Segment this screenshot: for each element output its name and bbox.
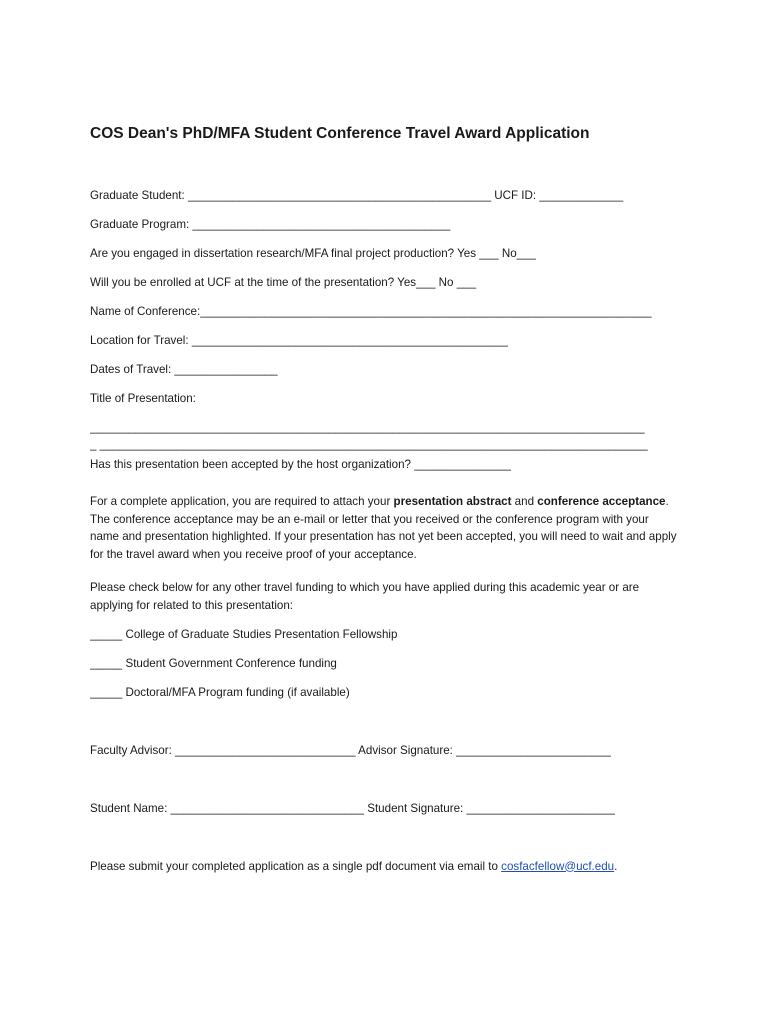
advisor-signature-line[interactable]: Faculty Advisor: ____________________________ Advisor Signature: ________________________: [90, 743, 611, 757]
enrolled-question[interactable]: Will you be enrolled at UCF at the time of the presentation? Yes___ No ___: [90, 276, 477, 289]
presentation-title-line-1[interactable]: ______________________________________________________________________________________: [90, 421, 645, 434]
submission-end: .: [614, 859, 618, 873]
travel-dates-field[interactable]: Dates of Travel: ________________: [90, 363, 278, 376]
graduate-program-field[interactable]: Graduate Program: ________________________________________: [90, 218, 451, 231]
accepted-question[interactable]: Has this presentation been accepted by the host organization? _______________: [90, 458, 511, 471]
presentation-title-line-2[interactable]: _ _____________________________________________________________________________________: [90, 438, 648, 451]
presentation-abstract-emphasis: presentation abstract: [393, 495, 512, 508]
instructions-text-1: For a complete application, you are required to attach your: [90, 495, 394, 508]
submission-email-link[interactable]: cosfacfellow@ucf.edu: [501, 859, 615, 873]
conference-acceptance-emphasis: conference acceptance: [537, 495, 666, 508]
funding-option-program[interactable]: _____ Doctoral/MFA Program funding (if available): [90, 685, 350, 699]
conference-name-field[interactable]: Name of Conference:______________________________________________________________________: [90, 305, 652, 318]
funding-option-graduate-studies[interactable]: _____ College of Graduate Studies Presentation Fellowship: [90, 627, 398, 641]
instructions-text-3: . The conference acceptance may be an e-mail or letter that you received or the conference program with your name and presentation highlighted. If your presentation has not yet been accepted, you will need to wait and apply for the travel award when you receive proof of your acceptance.: [90, 495, 677, 561]
form-title: COS Dean's PhD/MFA Student Conference Travel Award Application: [90, 125, 590, 142]
graduate-student-field[interactable]: Graduate Student: _______________________________________________ UCF ID: _____________: [90, 189, 624, 202]
instructions-text-2: and: [511, 495, 538, 508]
submission-text: Please submit your completed application as a single pdf document via email to: [90, 859, 502, 873]
attachment-instructions: [90, 493, 680, 563]
form-page: [90, 122, 680, 888]
presentation-title-label: Title of Presentation:: [90, 392, 196, 405]
funding-option-student-government[interactable]: _____ Student Government Conference funding: [90, 656, 337, 670]
dissertation-question[interactable]: Are you engaged in dissertation research/MFA final project production? Yes ___ No___: [90, 247, 537, 260]
travel-location-field[interactable]: Location for Travel: _________________________________________________: [90, 334, 508, 347]
submission-note: [90, 859, 680, 888]
funding-instructions: Please check below for any other travel funding to which you have applied during this academic year or are applying for related to this presentation:: [90, 581, 640, 612]
student-signature-line[interactable]: Student Name: ______________________________ Student Signature: _______________________: [90, 801, 615, 815]
